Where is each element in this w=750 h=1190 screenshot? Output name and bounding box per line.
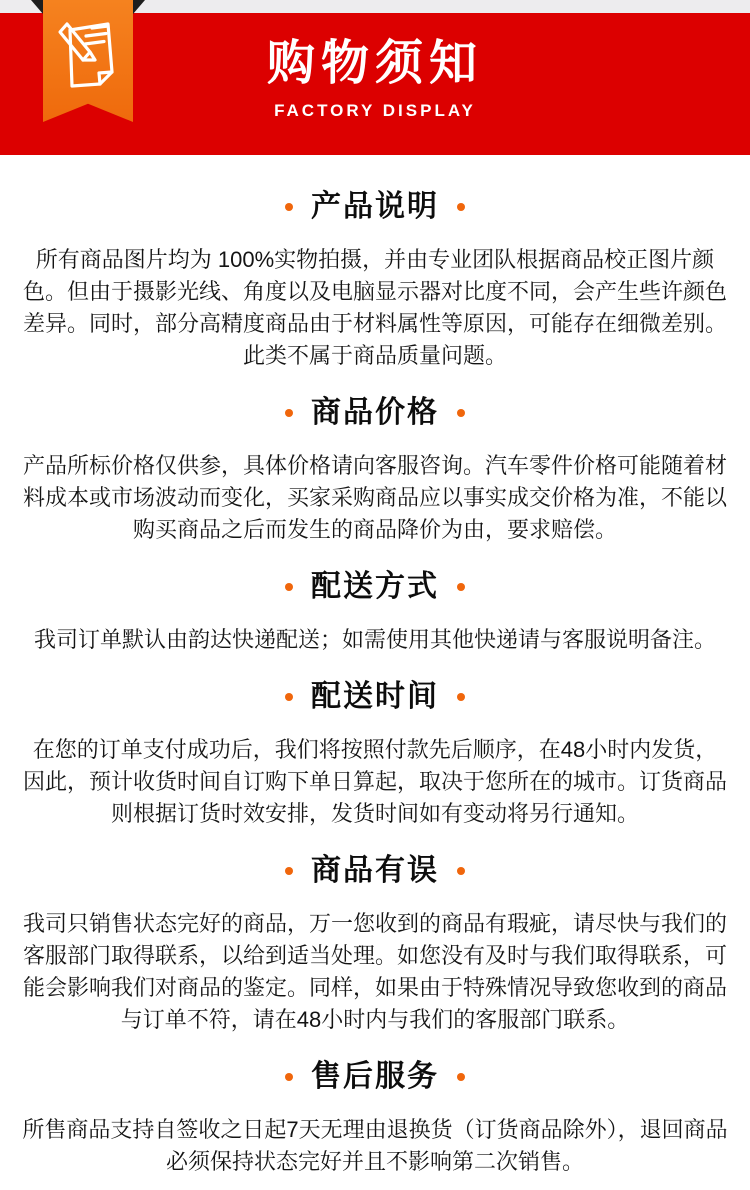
section-header	[22, 682, 728, 712]
orange-dot-icon	[457, 409, 465, 417]
notice-content	[0, 192, 750, 1178]
page-title: 购物须知	[266, 37, 483, 90]
section-title: 商品价格	[311, 396, 439, 429]
section-body: 我司只销售状态完好的商品，万一您收到的商品有瑕疵，请尽快与我们的客服部门取得联系，以给到适当处理。如您没有及时与我们取得联系，可能会影响我们对商品的鉴定。同样，如果由于特殊情况导致您收到的商品与订单不符，请在48小时内与我们的客服部门联系。	[22, 911, 727, 1032]
section-body: 我司订单默认由韵达快递配送；如需使用其他快递请与客服说明备注。	[33, 627, 716, 652]
orange-dot-icon	[285, 409, 293, 417]
orange-dot-icon	[285, 693, 293, 701]
section-title: 售后服务	[311, 1060, 439, 1093]
orange-dot-icon	[457, 583, 465, 591]
section-title: 商品有误	[311, 854, 439, 887]
section-body: 所有商品图片均为 100%实物拍摄，并由专业团队根据商品校正图片颜色。但由于摄影光线、角度以及电脑显示器对比度不同，会产生些许颜色差异。同时，部分高精度商品由于材料属性等原因，可能存在细微差别。此类不属于商品质量问题。	[22, 247, 727, 368]
section-after-sales	[22, 1062, 728, 1178]
page-subtitle: FACTORY DISPLAY	[274, 101, 476, 120]
header-banner	[0, 0, 750, 155]
section-product-price	[22, 398, 728, 546]
section-product-error	[22, 856, 728, 1036]
section-body: 产品所标价格仅供参，具体价格请向客服咨询。汽车零件价格可能随着材料成本或市场波动而变化，买家采购商品应以事实成交价格为准，不能以购买商品之后而发生的商品降价为由，要求赔偿。	[22, 453, 727, 542]
orange-dot-icon	[457, 203, 465, 211]
orange-dot-icon	[457, 867, 465, 875]
orange-dot-icon	[285, 583, 293, 591]
section-delivery-method	[22, 572, 728, 656]
section-header	[22, 192, 728, 222]
section-header	[22, 398, 728, 428]
section-body: 所售商品支持自签收之日起7天无理由退换货（订货商品除外），退回商品必须保持状态完好并且不影响第二次销售。	[22, 1117, 728, 1174]
section-title: 配送时间	[311, 680, 439, 713]
section-body: 在您的订单支付成功后，我们将按照付款先后顺序，在48小时内发货，因此，预计收货时间自订购下单日算起，取决于您所在的城市。订货商品则根据订货时效安排，发货时间如有变动将另行通知。	[22, 737, 727, 826]
orange-dot-icon	[285, 1073, 293, 1081]
section-delivery-time	[22, 682, 728, 830]
bookmark-ribbon	[43, 0, 133, 122]
section-header	[22, 1062, 728, 1092]
section-title: 产品说明	[311, 190, 439, 223]
section-header	[22, 856, 728, 886]
section-product-description	[22, 192, 728, 372]
orange-dot-icon	[457, 1073, 465, 1081]
orange-dot-icon	[285, 203, 293, 211]
orange-dot-icon	[285, 867, 293, 875]
section-title: 配送方式	[311, 570, 439, 603]
orange-dot-icon	[457, 693, 465, 701]
section-header	[22, 572, 728, 602]
